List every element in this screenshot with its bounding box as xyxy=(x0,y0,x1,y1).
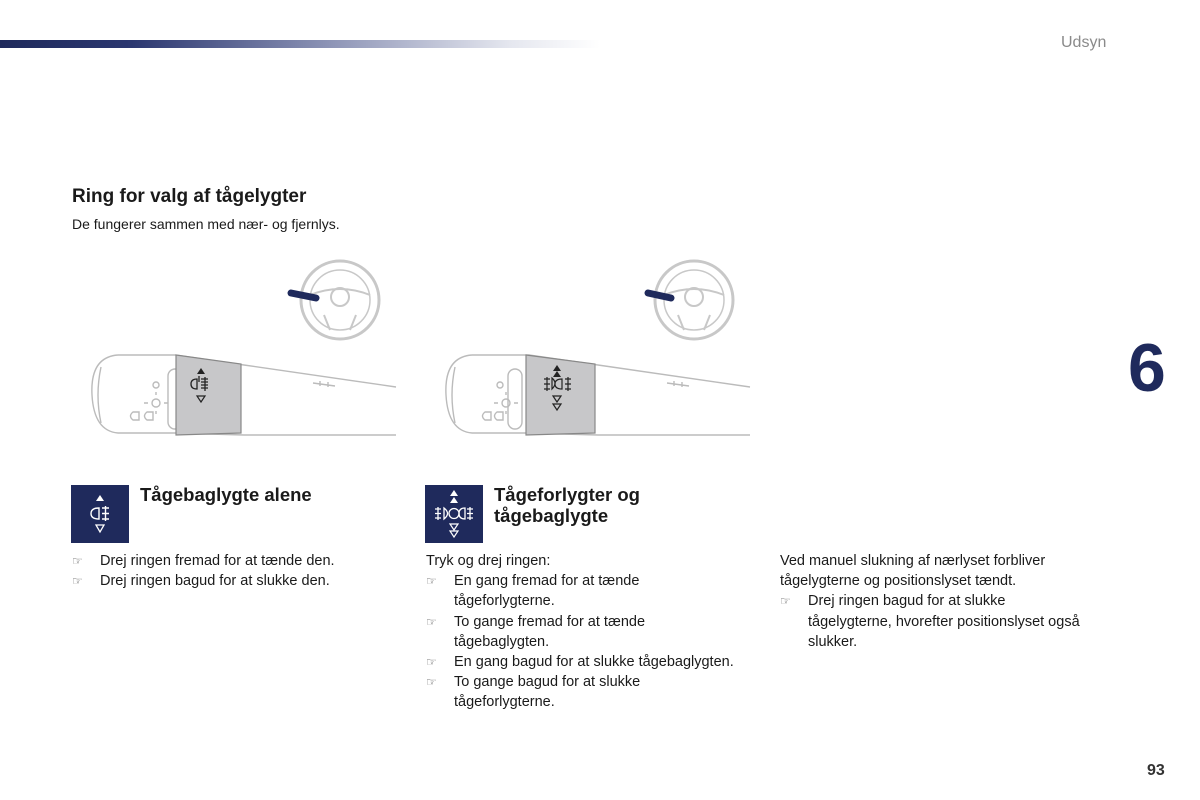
front-rear-fog-badge xyxy=(425,485,483,543)
list-item: ☞ Drej ringen bagud for at slukke den. xyxy=(72,571,402,591)
pointing-hand-icon: ☞ xyxy=(72,554,83,568)
list-item: ☞ En gang bagud for at slukke tågebaglygten. xyxy=(426,652,766,672)
list-item: ☞ To gange fremad for at tænde tågebaglygten. xyxy=(426,613,646,650)
rear-fog-light-icon xyxy=(91,506,109,521)
pointing-hand-icon: ☞ xyxy=(72,574,83,589)
chapter-number: 6 xyxy=(1128,330,1166,406)
up-arrow-icon xyxy=(96,495,104,501)
fog-switch-illustration-rear xyxy=(88,255,408,445)
manual-switch-off-note xyxy=(780,551,1120,652)
list-item: ☞ Drej ringen bagud for at slukke tågelygterne, hvorefter positionslyset også slukker. xyxy=(780,593,1080,650)
instructions-lead: Tryk og drej ringen: xyxy=(426,553,551,569)
note-text: Ved manuel slukning af nærlyset forbliver tågelygterne og positionslyset tændt. xyxy=(780,553,1046,590)
up-arrow-icon xyxy=(450,497,458,503)
pointing-hand-icon: ☞ xyxy=(426,655,437,670)
intro-text: De fungerer sammen med nær- og fjernlys. xyxy=(72,216,340,232)
up-arrow-icon xyxy=(450,490,458,496)
pointing-hand-icon: ☞ xyxy=(426,675,437,690)
front-fog-light-icon xyxy=(435,507,448,520)
front-rear-fog-title-line2: tågebaglygte xyxy=(494,505,609,526)
pointing-hand-icon: ☞ xyxy=(426,614,437,629)
list-item: ☞ En gang fremad for at tænde tågeforlygterne. xyxy=(426,573,640,610)
stalk-drawing xyxy=(88,255,408,445)
front-rear-fog-title xyxy=(494,484,640,526)
down-arrow-icon xyxy=(96,525,104,532)
rear-fog-title: Tågebaglygte alene xyxy=(140,484,312,505)
header-gradient-bar xyxy=(0,40,600,48)
stalk-drawing xyxy=(442,255,762,445)
front-rear-fog-title-line1: Tågeforlygter og xyxy=(494,484,640,505)
down-arrow-icon xyxy=(450,524,458,530)
front-rear-fog-instructions xyxy=(426,551,766,713)
page-number: 93 xyxy=(1147,762,1165,779)
list-item: ☞ To gange bagud for at slukke tågeforlygterne. xyxy=(426,674,641,711)
down-arrow-icon xyxy=(450,531,458,537)
rear-fog-instructions xyxy=(72,551,402,591)
pointing-hand-icon: ☞ xyxy=(426,574,437,589)
rear-fog-light-icon xyxy=(459,507,473,520)
rear-fog-badge xyxy=(71,485,129,543)
list-item: ☞ Drej ringen fremad for at tænde den. xyxy=(72,551,402,571)
section-label: Udsyn xyxy=(1061,34,1107,51)
fog-switch-illustration-front-rear xyxy=(442,255,762,445)
page-title: Ring for valg af tågelygter xyxy=(72,186,307,207)
pointing-hand-icon: ☞ xyxy=(780,594,791,609)
